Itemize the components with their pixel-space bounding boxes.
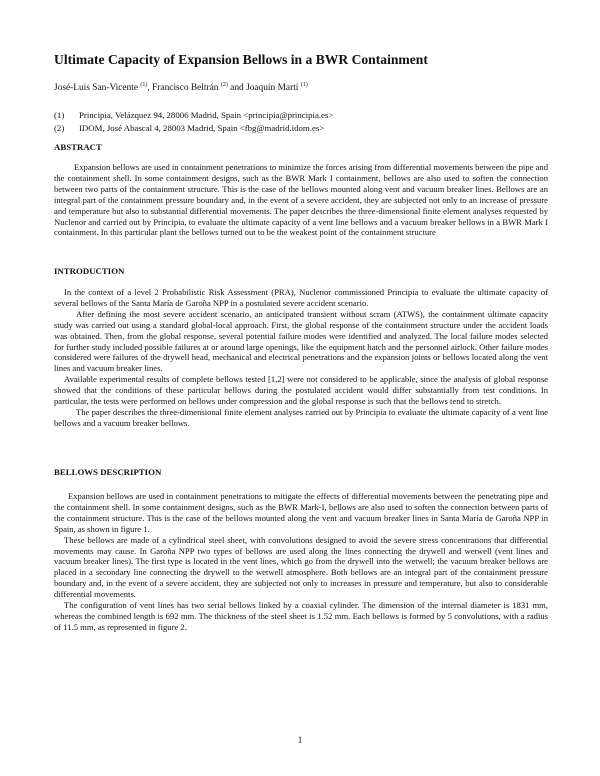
bellows-paragraph-2: These bellows are made of a cylindrical steel sheet, with convolutions designed to avoid the severe stress concentrations that differential movements may cause. In Garoña NPP two types of bellows are used along the lines connecting the drywell and wetwell (vent lines and vacuum breaker lines). The first type is located in the vent lines, which go from the drywell into the wetwell; the vacuum breaker bellows are placed in a secondary line connecting the drywell to the wetwell atmosphere. Both bellows are an integral part of the containment pressure boundary and, in the event of a severe accident, they are subjected not only to increases in pressure and temperature, but also to considerable differential movements. bbox=[54, 534, 548, 600]
bellows-body bbox=[54, 491, 548, 633]
page-number: 1 bbox=[297, 735, 303, 745]
intro-paragraph-1: In the context of a level 2 Probabilistic Risk Assessment (PRA), Nuclenor commissioned Principia to evaluate the ultimate capacity of several bellows of the Santa María de Garoña NPP in a postulated severe accident scenario. bbox=[54, 287, 548, 308]
affiliation-text: Principia, Velázquez 94, 28006 Madrid, Spain <principia@principia.es> bbox=[79, 110, 334, 120]
introduction-body bbox=[54, 287, 548, 429]
author-1-affil: (1) bbox=[140, 82, 148, 88]
paper-title: Ultimate Capacity of Expansion Bellows in a BWR Containment bbox=[54, 52, 428, 67]
author-and: and bbox=[230, 83, 244, 94]
bellows-paragraph-1: Expansion bellows are used in containment penetrations to mitigate the effects of differential movements between the penetrating pipe and the containment shell. In some containment designs, such as the BWR Mark-I, bellows are also used to soften the connection between parts of the containment structure. This is the case of the bellows mounted along the vent and vacuum breaker lines in Santa María de Garoña NPP in Spain, as shown in figure 1. bbox=[54, 491, 548, 534]
author-3: Joaquín Martí bbox=[246, 83, 299, 94]
bellows-paragraph-3: The configuration of vent lines has two serial bellows linked by a coaxial cylinder. The dimension of the internal diameter is 1831 mm, whereas the combined length is 692 mm. The thickness of the steel sheet is 1.52 mm. Each bellows is formed by 5 convolutions, with a radius of 11.5 mm, as represented in figure 2. bbox=[54, 600, 548, 632]
affiliation-number: (2) bbox=[54, 122, 65, 133]
affiliation-2 bbox=[54, 122, 333, 135]
author-2: Francisco Beltrán bbox=[152, 83, 219, 94]
abstract-body bbox=[54, 162, 548, 238]
affiliation-1 bbox=[54, 109, 333, 122]
abstract-heading: ABSTRACT bbox=[54, 142, 102, 152]
author-3-affil: (1) bbox=[300, 82, 308, 88]
intro-paragraph-3: Available experimental results of complete bellows tested [1,2] were not considered to be applicable, since the analysis of global response showed that the conditions of these particular bellows during the postulated accident would differ substantially from test conditions. In particular, the tests were performed on bellows under compression and the global response is such that the bellows tend to stretch. bbox=[54, 374, 548, 407]
affiliation-text: IDOM, José Abascal 4, 28003 Madrid, Spain <fbg@madrid.idom.es> bbox=[79, 122, 325, 133]
author-2-affil: (2) bbox=[220, 82, 228, 88]
bellows-heading: BELLOWS DESCRIPTION bbox=[54, 467, 162, 477]
author-line: José-Luis San-Vicente $^{(1)}$, Francisco Beltrán $^{(2)}$ and Joaquín Martí $^{(1)}$ bbox=[54, 82, 308, 94]
intro-paragraph-2: After defining the most severe accident scenario, an anticipated transient without scram (ATWS), the containment ultimate capacity study was carried out using a standard global-local approach. First, the global response of the containment structure under the accident loads was obtained. Then, from the global response, several potential failure modes were identified and analyzed. The local failure modes selected for further study included possible failures at or around large openings, like the equipment hatch and the personnel airlock. Other failure modes considered were failures of the drywell head, mechanical and electrical penetrations and the expansion joints or bellows located along the vent lines and vacuum breaker lines. bbox=[54, 308, 548, 374]
affiliation-number: (1) bbox=[54, 110, 65, 120]
introduction-heading: INTRODUCTION bbox=[54, 266, 125, 276]
intro-paragraph-4: The paper describes the three-dimensional finite element analyses carried out by Principia to evaluate the ultimate capacity of a vent line bellows and a vacuum breaker bellows. bbox=[54, 406, 548, 428]
affiliations bbox=[54, 109, 333, 134]
author-1: José-Luis San-Vicente bbox=[54, 83, 139, 94]
abstract-paragraph: Expansion bellows are used in containment penetrations to minimize the forces arising from differential movements between the pipe and the containment shell. In some containment designs, such as the BWR Mark I containment, bellows are also used to soften the connection between two parts of the containment structure. This is the case of the bellows mounted along vent and vacuum breaker lines. Bellows are an integral part of the containment pressure boundary and, in the event of a severe accident, they are subjected not only to an increase of pressure and temperature but also to substantial differential movements. The paper describes the three-dimensional finite element analyses requested by Nuclenor and carried out by Principia, to evaluate the ultimate capacity of a vent line bellows and a vacuum breaker bellows in a BWR Mark I containment. In this particular plant the bellows turned out to be the weakest point of the containment structure bbox=[54, 162, 548, 238]
